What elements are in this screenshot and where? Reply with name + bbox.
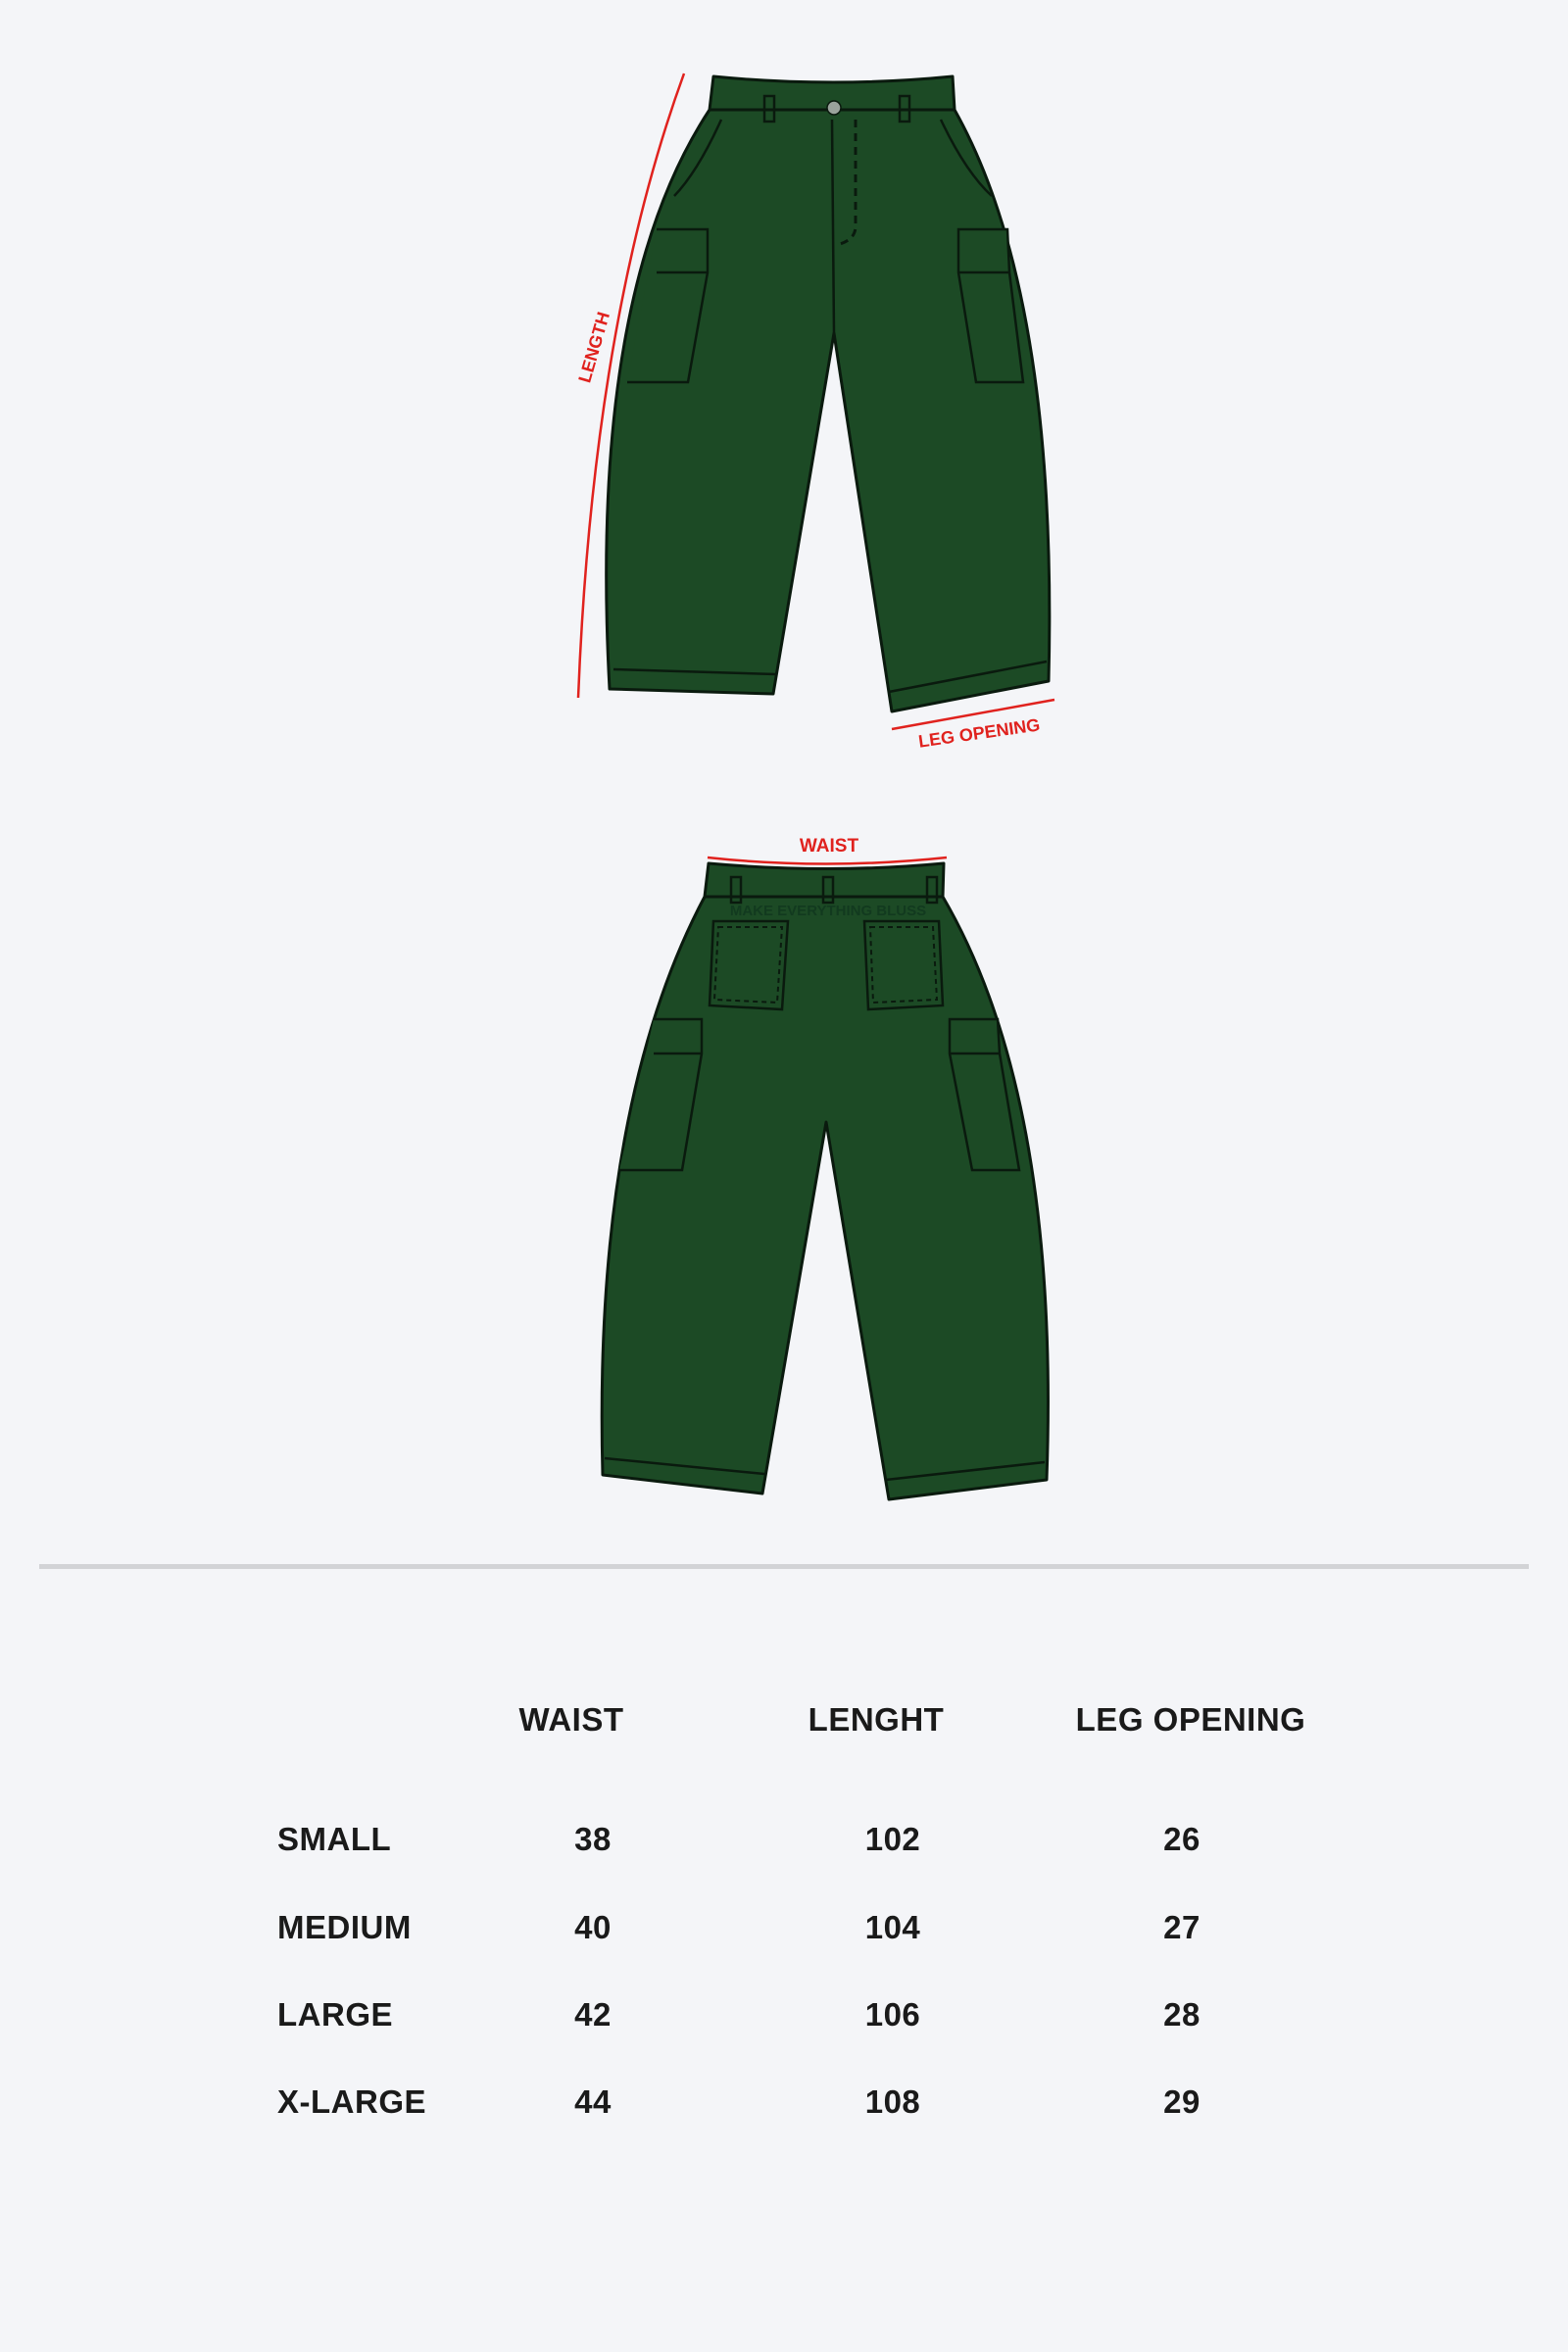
leg-opening-value: 26 xyxy=(1163,1821,1200,1857)
leg-opening-value: 28 xyxy=(1163,1996,1200,2033)
waist-value: 42 xyxy=(574,1996,612,2033)
length-value: 104 xyxy=(864,1909,921,1945)
size-label: X-LARGE xyxy=(277,2083,426,2120)
length-value: 102 xyxy=(864,1821,921,1857)
header-leg-opening: LEG OPENING xyxy=(1075,1701,1306,1738)
size-chart-table xyxy=(0,1666,1568,2176)
size-label: SMALL xyxy=(277,1821,392,1857)
waist-measure-line xyxy=(708,858,947,864)
pants-back-view xyxy=(602,863,1048,1499)
back-tag-text: MAKE EVERYTHING BLUSS xyxy=(729,903,927,919)
size-label: MEDIUM xyxy=(277,1909,412,1945)
size-label: LARGE xyxy=(277,1996,393,2033)
section-divider xyxy=(39,1564,1529,1569)
waist-value: 44 xyxy=(574,2083,612,2120)
pants-front-outline xyxy=(607,76,1050,711)
length-value: 106 xyxy=(864,1996,921,2033)
length-label: LENGTH xyxy=(574,310,614,385)
waist-value: 38 xyxy=(574,1821,612,1857)
waist-value: 40 xyxy=(574,1909,612,1945)
pants-front-view xyxy=(607,76,1050,711)
length-value: 108 xyxy=(864,2083,921,2120)
leg-opening-label: LEG OPENING xyxy=(916,714,1042,752)
pants-back-outline xyxy=(602,863,1048,1499)
leg-opening-value: 29 xyxy=(1163,2083,1200,2120)
leg-opening-value: 27 xyxy=(1163,1909,1200,1945)
header-waist: WAIST xyxy=(518,1701,624,1738)
waist-label: WAIST xyxy=(799,836,859,857)
header-length: LENGHT xyxy=(808,1701,945,1738)
